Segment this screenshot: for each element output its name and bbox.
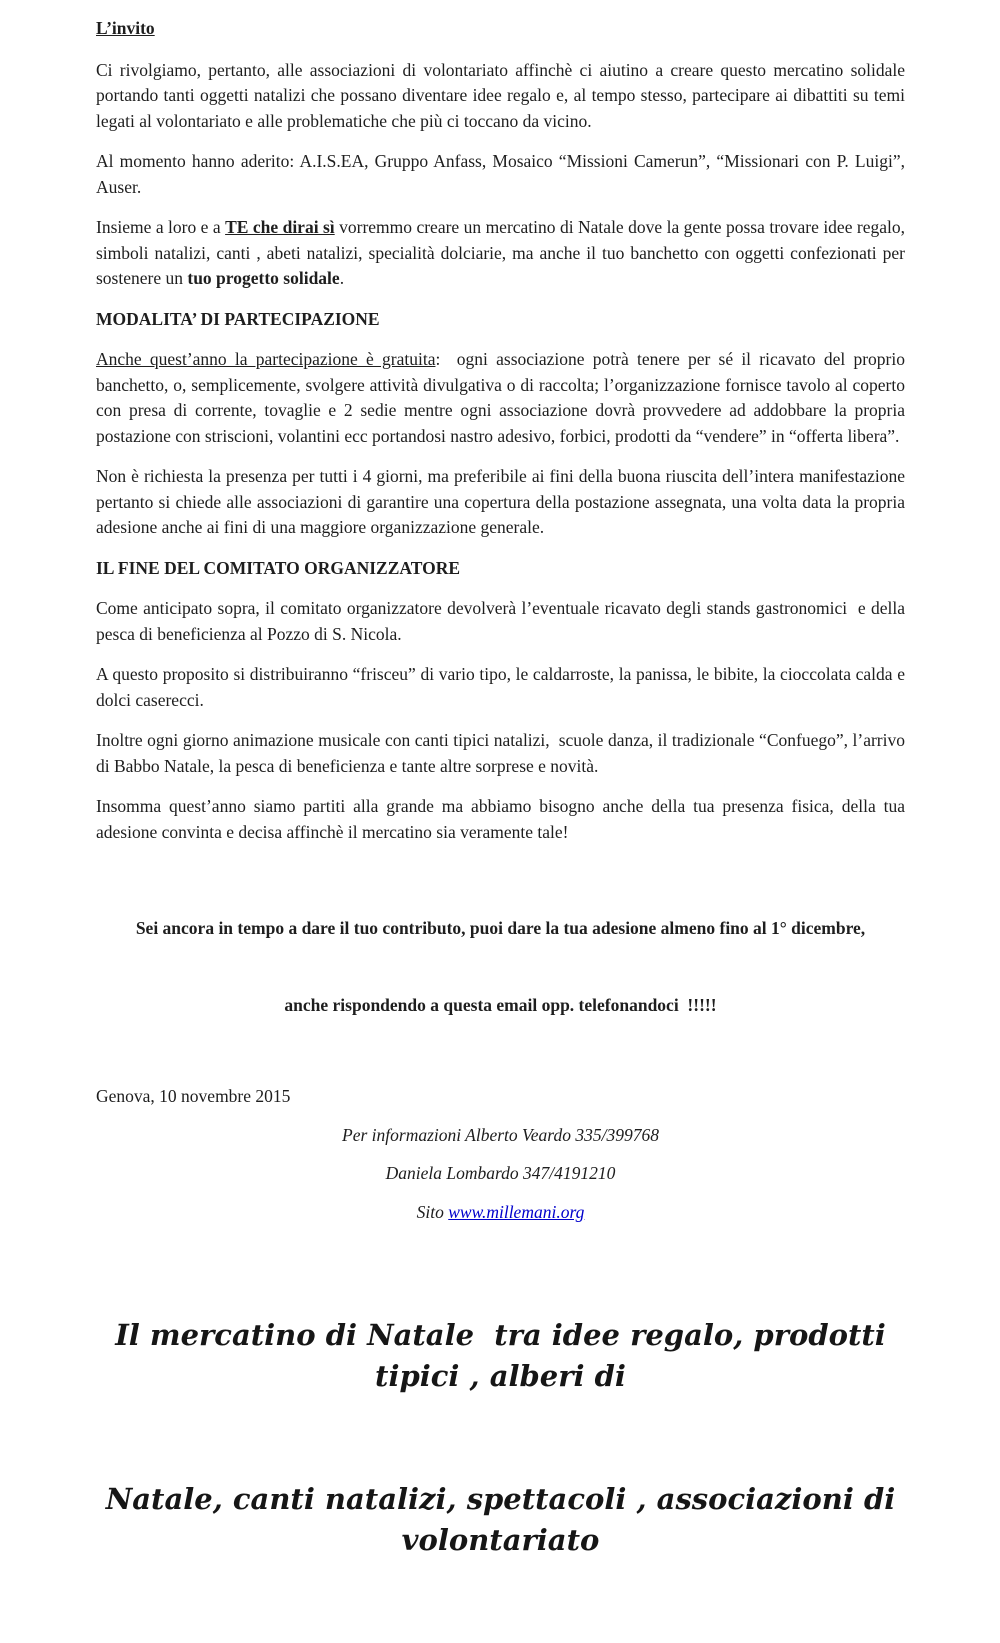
paragraph-presenza: Non è richiesta la presenza per tutti i 4 giorni, ma preferibile ai fini della buona riuscita dell’intera manifestazione pertanto si chiede alle associazioni di garantire una copertura della postazione assegnata, una volta data la propria adesione anche ai fini di una maggiore organizzazione generale.: [96, 466, 910, 537]
site-line: [96, 1200, 905, 1226]
site-link[interactable]: www.millemani.org: [448, 1201, 585, 1222]
footer-script-line-2: Natale, canti natalizi, spettacoli , associazioni di volontariato: [105, 1482, 906, 1557]
call-to-action-line-1: Sei ancora in tempo a dare il tuo contributo, puoi dare la tua adesione almeno fino al 1° dicembre,: [135, 918, 866, 938]
paragraph-modalita: [96, 347, 910, 449]
footer-script-text: [96, 1233, 905, 1643]
paragraph-frisceu: A questo proposito si distribuiranno “frisceu” di vario tipo, le caldarroste, la panissa, le bibite, la cioccolata calda e dolci caserecci.: [96, 664, 910, 710]
paragraph-intro: Ci rivolgiamo, pertanto, alle associazioni di volontariato affinchè ci aiutino a creare questo mercatino solidale portando tanti oggetti natalizi che possano diventare idee regalo e, al tempo stesso, partecipare ai dibattiti su temi legati al volontariato e alle problematiche che più ci toccano da vicino.: [96, 59, 910, 131]
call-to-action-line-2: anche rispondendo a questa email opp. telefonandoci !!!!!: [284, 994, 717, 1015]
paragraph-insieme-mid: vorremmo creare un mercatino di Natale dove la gente possa trovare idee regalo, simboli natalizi, canti , abeti natalizi, specialità dolciarie, ma anche il tuo banchetto con oggetti confezionati per sostenere un: [96, 217, 910, 288]
paragraph-adesioni: Al momento hanno aderito: A.I.S.EA, Gruppo Anfass, Mosaico “Missioni Camerun”, “Missionari con P. Luigi”, Auser.: [96, 151, 909, 197]
footer-script-line-1: Il mercatino di Natale tra idee regalo, prodotti tipici , alberi di: [115, 1318, 896, 1393]
paragraph-insomma: Insomma quest’anno siamo partiti alla grande ma abbiamo bisogno anche della tua presenza fisica, della tua adesione convinta e decisa affinchè il mercatino sia veramente tale!: [96, 796, 910, 842]
contact-info-daniela: Daniela Lombardo 347/4191210: [385, 1163, 616, 1183]
emphasis-partecipazione-gratuita: Anche quest’anno la partecipazione è gratuita: [96, 349, 436, 369]
contact-info-alberto: Per informazioni Alberto Veardo 335/399768: [342, 1124, 659, 1145]
call-to-action: [96, 865, 905, 1069]
paragraph-modalita-rest: : ogni associazione potrà tenere per sé il ricavato del proprio banchetto, o, semplicemente, svolgere attività divulgativa o di raccolta; l’organizzazione fornisce tavolo al coperto con presa di corrente, tovaglie e 2 sedie mentre ogni associazione dovrà provvedere ad addobbare la propria postazione con striscioni, volantini ecc portandosi nastro adesivo, forbici, prodotti da “vendere” in “offerta libera”.: [96, 349, 910, 446]
section-heading-fine-comitato: IL FINE DEL COMITATO ORGANIZZATORE: [96, 557, 461, 578]
paragraph-insieme-pre: Insieme a loro e a: [96, 217, 226, 237]
paragraph-animazione: Inoltre ogni giorno animazione musicale con canti tipici natalizi, scuole danza, il tradizionale “Confuego”, l’arrivo di Babbo Natale, la pesca di beneficienza e tante altre sorprese e novità.: [96, 730, 910, 776]
paragraph-comitato: Come anticipato sopra, il comitato organizzatore devolverà l’eventuale ricavato degli stands gastronomici e della pesca di beneficienza al Pozzo di S. Nicola.: [96, 598, 910, 644]
document-title: L’invito: [96, 18, 155, 38]
section-heading-modalita: MODALITA’ DI PARTECIPAZIONE: [96, 308, 380, 329]
dateline: Genova, 10 novembre 2015: [96, 1086, 291, 1106]
emphasis-te-che-dirai-si: TE che dirai sì: [225, 217, 335, 237]
paragraph-insieme-post: .: [339, 268, 345, 288]
paragraph-insieme: [96, 215, 910, 292]
site-label: Sito: [416, 1201, 449, 1222]
emphasis-progetto-solidale: tuo progetto solidale: [187, 268, 340, 288]
